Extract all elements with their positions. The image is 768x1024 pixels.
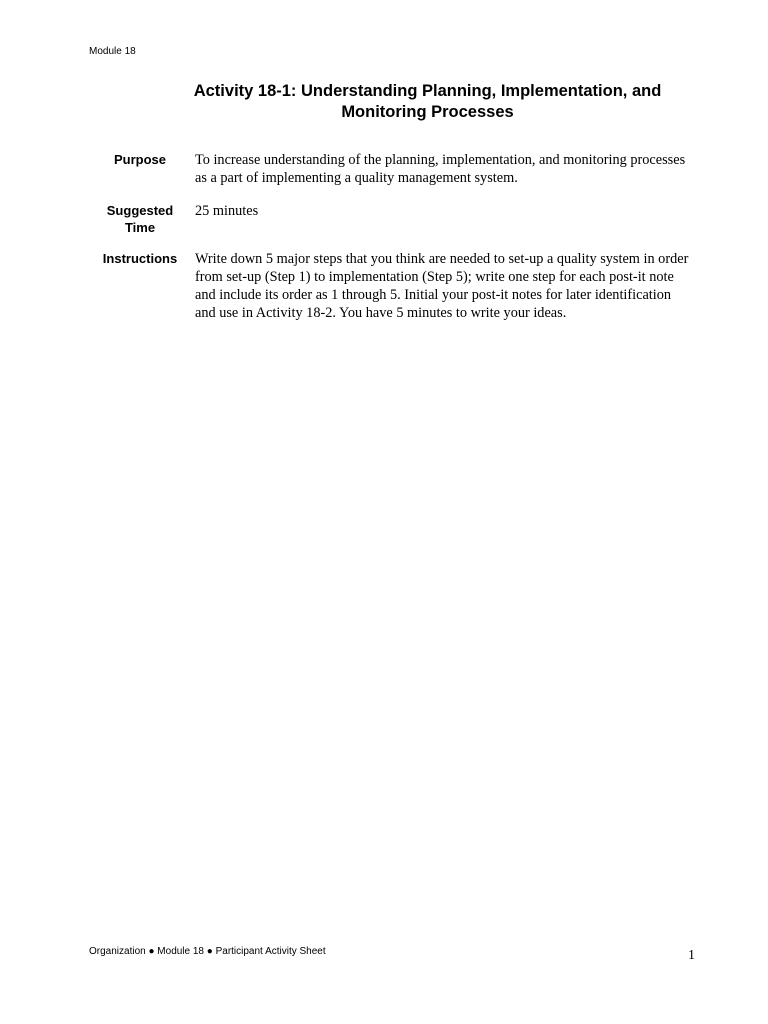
purpose-label: Purpose <box>113 152 166 167</box>
page-title-line-2: Monitoring Processes <box>341 103 514 121</box>
page-title <box>140 81 715 123</box>
instructions-label: Instructions <box>102 251 178 266</box>
running-footer: Organization ● Module 18 ● Participant Activity Sheet <box>89 946 326 957</box>
purpose-text: To increase understanding of the planning, implementation, and monitoring processes as a part of implementing a quality management system. <box>195 152 686 186</box>
suggested-time-label-line-1: Suggested <box>106 203 174 218</box>
suggested-time-label-line-2: Time <box>124 219 156 235</box>
page-number: 1 <box>688 948 695 963</box>
suggested-time-text: 25 minutes <box>195 203 259 219</box>
suggested-time-label <box>89 203 191 236</box>
running-header: Module 18 <box>89 46 136 57</box>
page-title-line-1: Activity 18-1: Understanding Planning, Implementation, and <box>193 82 662 100</box>
instructions-text: Write down 5 major steps that you think are needed to set-up a quality system in order from set-up (Step 1) to implementation (Step 5); write one step for each post-it note and include its order as 1 through 5. Initial your post-it notes for later identification and use in Activity 18-2. You have 5 minutes to write your ideas. <box>195 251 689 321</box>
